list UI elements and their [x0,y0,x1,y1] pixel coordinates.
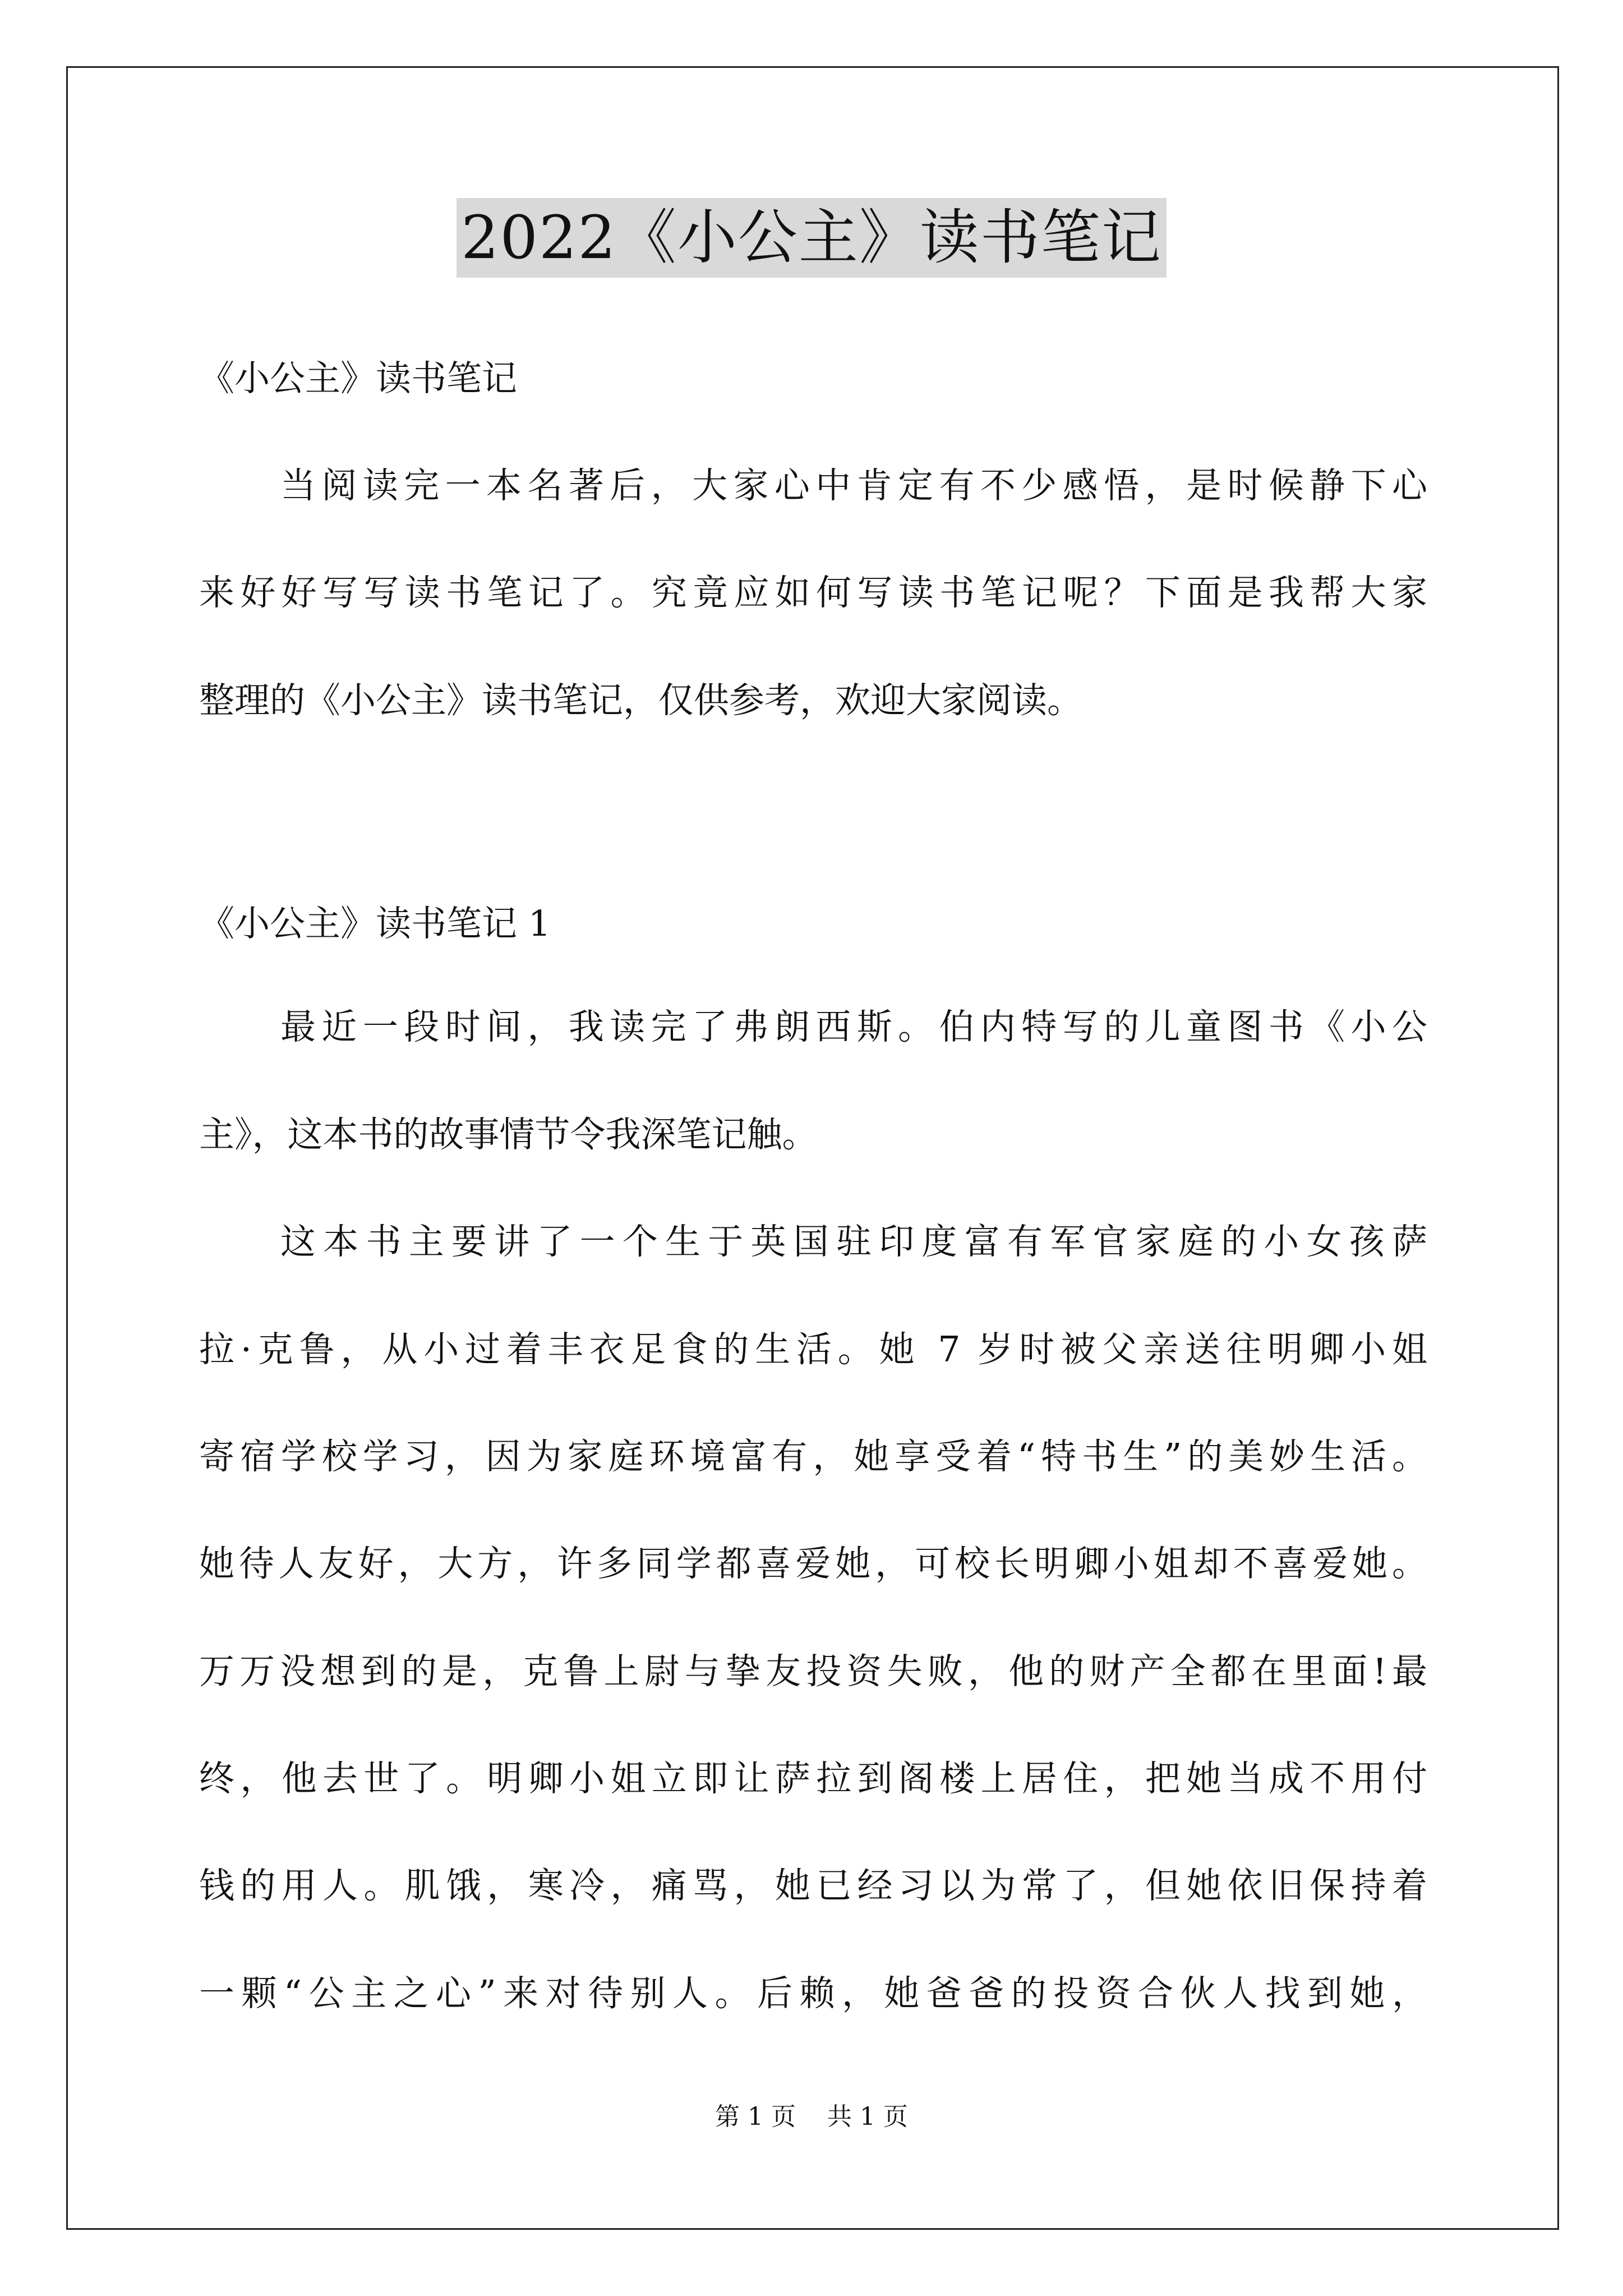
paragraph-line: 钱的用人。肌饿，寒冷，痛骂，她已经习以为常了，但她依旧保持着 [199,1865,1427,1906]
intro-line: 整理的《小公主》读书笔记，仅供参考，欢迎大家阅读。 [199,680,1082,721]
paragraph-line: 一颗“公主之心”来对待别人。后赖，她爸爸的投资合伙人找到她， [199,1973,1427,2014]
paragraph-line: 终，他去世了。明卿小姐立即让萨拉到阁楼上居住，把她当成不用付 [199,1758,1427,1799]
paragraph-line: 最近一段时间，我读完了弗朗西斯。伯内特写的儿童图书《小公 [280,1006,1427,1047]
document-title: 2022《小公主》读书笔记 [457,198,1166,278]
title-container [0,198,1623,278]
page-number-footer: 第 1 页 共 1 页 [715,2102,908,2131]
paragraph-line: 这本书主要讲了一个生于英国驻印度富有军官家庭的小女孩萨 [280,1221,1427,1262]
intro-line: 当阅读完一本名著后，大家心中肯定有不少感悟，是时候静下心 [280,465,1427,506]
paragraph-line: 主》，这本书的故事情节令我深笔记触。 [199,1114,818,1155]
paragraph-line: 万万没想到的是，克鲁上尉与挚友投资失败，他的财产全都在里面!最 [199,1651,1427,1692]
paragraph-line: 拉·克鲁，从小过着丰衣足食的生活。她 7 岁时被父亲送往明卿小姐 [199,1329,1427,1370]
document-subtitle: 《小公主》读书笔记 [199,358,517,399]
paragraph-line: 她待人友好，大方，许多同学都喜爱她，可校长明卿小姐却不喜爱她。 [199,1543,1427,1584]
paragraph-line: 寄宿学校学习，因为家庭环境富有，她享受着“特书生”的美妙生活。 [199,1436,1427,1477]
intro-line: 来好好写写读书笔记了。究竟应如何写读书笔记呢？下面是我帮大家 [199,572,1427,613]
section-heading: 《小公主》读书笔记 1 [199,903,551,944]
